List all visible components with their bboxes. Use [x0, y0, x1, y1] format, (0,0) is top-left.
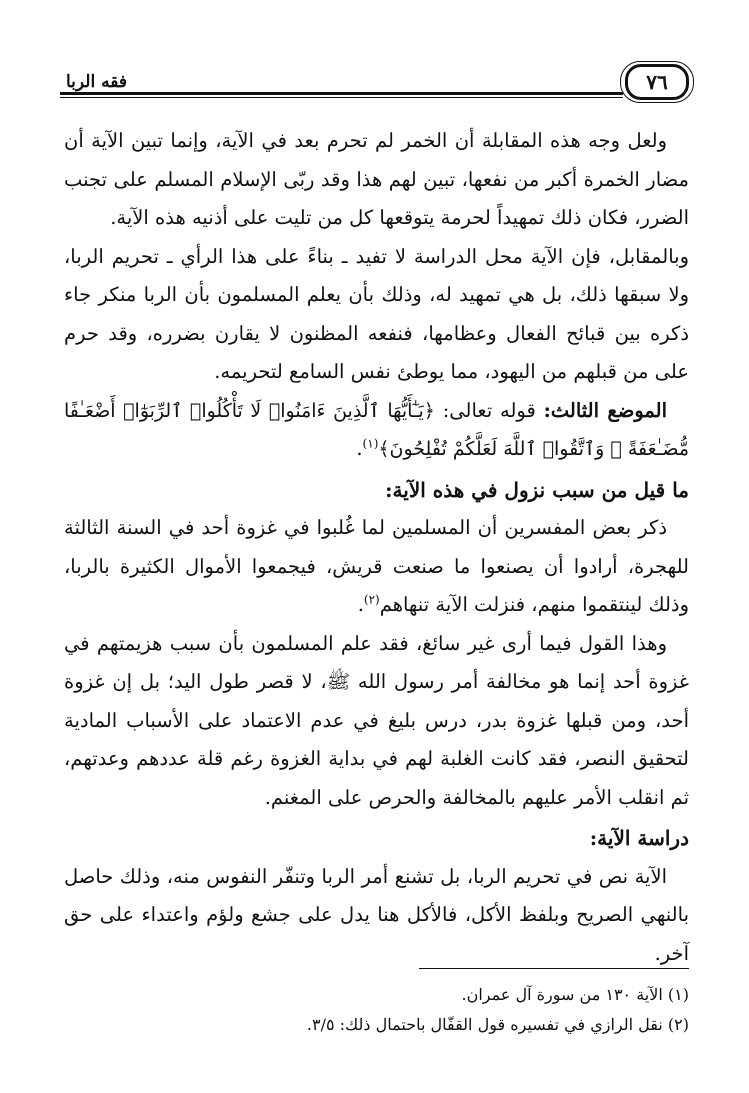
verse-intro: قوله تعالى:: [442, 398, 536, 422]
paragraph-3: [64, 392, 689, 469]
section-label: الموضع الثالث:: [543, 398, 668, 422]
heading-verse-study: دراسة الآية:: [589, 826, 689, 850]
paragraph-4: [64, 509, 689, 625]
footnote-separator: [419, 968, 689, 969]
paragraph-2: وبالمقابل، فإن الآية محل الدراسة لا تفيد ـ بناءً على هذا الرأي ـ تحريم الربا، ولا سبقها ذلك، بل هي تمهيد له، وذلك بأن يعلم المسلمون بأن الربا منكر جاء ذكره بين قبائح الفعال وعظامها، فنفعه المظنون لا يقارن بضرره، وقد حرم على من قبلهم من اليهود، مما يوطئ نفس السامع لتحريمه.: [64, 244, 689, 383]
heading-revelation-cause: ما قيل من سبب نزول في هذه الآية:: [385, 477, 689, 502]
footnotes: [64, 980, 689, 1040]
page-number: ٧٦: [625, 64, 689, 100]
footnote-1: (١) الآية ١٣٠ من سورة آل عمران.: [461, 985, 689, 1004]
header-rule: [60, 92, 623, 95]
footnote-ref-2: (٢): [363, 592, 380, 607]
paragraph-4-end: .: [357, 593, 364, 616]
paragraph-1: ولعل وجه هذه المقابلة أن الخمر لم تحرم بعد في الآية، وإنما تبين الآية أن مضار الخمرة أكبر من نفعها، تبين لهم هذا وقد ربّى الإسلام المسلم على تجنب الضرر، فكان ذلك تمهيداً لحرمة يتوقعها كل من تليت على أذنيه هذه الآية.: [64, 129, 689, 229]
page-body: [64, 122, 689, 973]
quran-verse: ﴿يَـٰٓأَيُّهَا ٱلَّذِينَ ءَامَنُوا۟ لَا تَأْكُلُوا۟ ٱلرِّبَوٰٓا۟ أَضْعَـٰفًا مُّضَـٰعَفَةً ۖ وَٱتَّقُوا۟ ٱللَّهَ لَعَلَّكُمْ تُفْلِحُونَ﴾: [64, 399, 689, 460]
running-title: فقه الربا: [66, 72, 127, 92]
header-rule-thin: [60, 97, 623, 98]
paragraph-5: وهذا القول فيما أرى غير سائغ، فقد علم المسلمون بأن سبب هزيمتهم في غزوة أحد إنما هو مخالفة أمر رسول الله ﷺ، لا قصر طول اليد؛ بل إن غزوة أحد، ومن قبلها غزوة بدر، درس بليغ في عدم الاعتماد على الأسباب المادية لتحقيق النصر، فقد كانت الغلبة لهم في بداية الغزوة رغم قلة عددهم وعدتهم، ثم انقلب الأمر عليهم بالمخالفة والحرص على المغنم.: [64, 631, 689, 809]
footnote-ref-1: (١): [362, 436, 379, 451]
page-header: [60, 62, 689, 106]
verse-end: .: [356, 437, 363, 460]
footnote-2: (٢) نقل الرازي في تفسيره قول القفّال باحتمال ذلك: ٣/٥.: [306, 1015, 689, 1034]
paragraph-4-text: ذكر بعض المفسرين أن المسلمين لما غُلبوا في غزوة أحد في السنة الثالثة للهجرة، أرادوا أن يصنعوا ما صنعت قريش، فيجمعوا الأموال الكثيرة بالربا، وذلك لينتقموا منهم، فنزلت الآية تنهاهم: [64, 516, 689, 616]
paragraph-6: الآية نص في تحريم الربا، بل تشنع أمر الربا وتنفّر النفوس منه، وذلك حاصل بالنهي الصريح وبلفظ الأكل، فالأكل هنا يدل على جشع ولؤم واعتداء على حق آخر.: [64, 864, 689, 965]
